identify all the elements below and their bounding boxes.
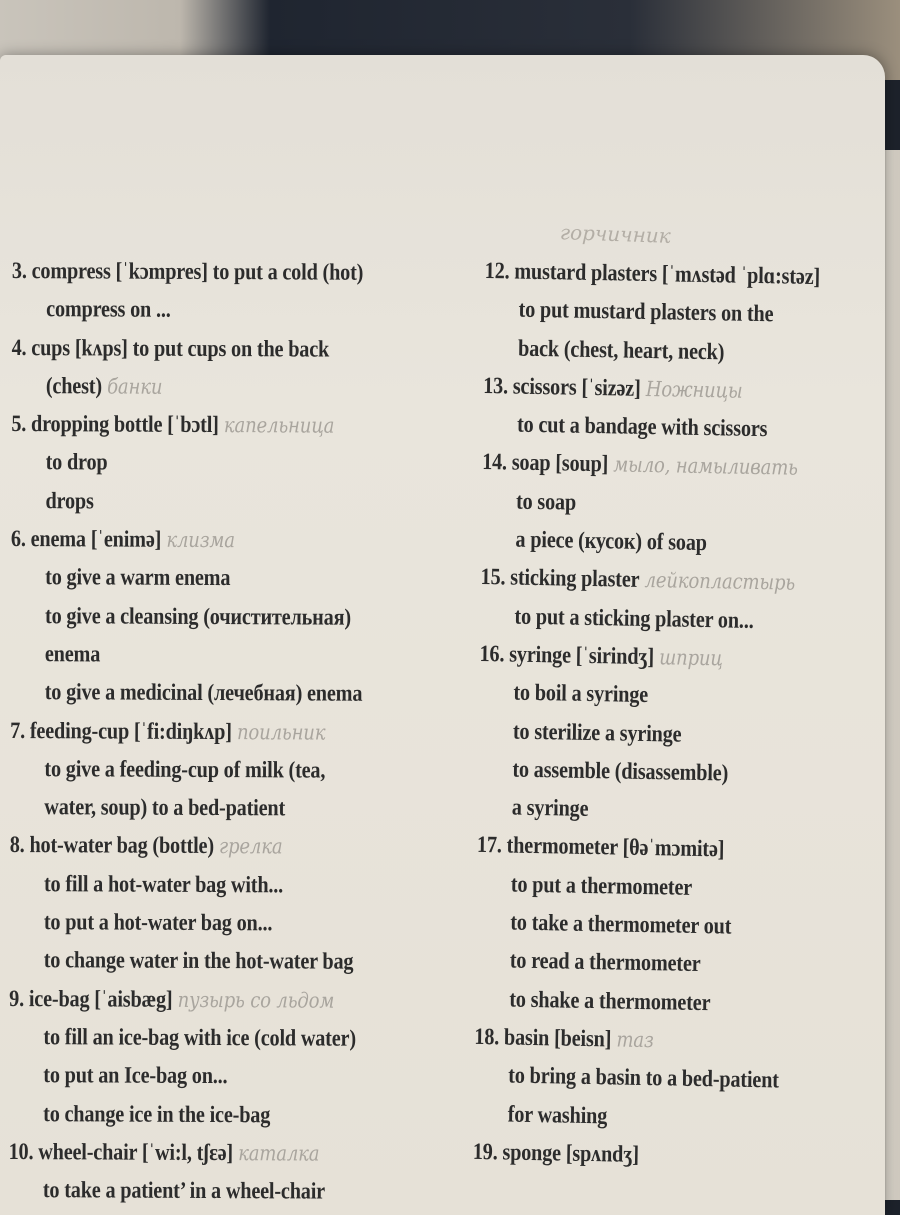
left-column-line [11, 367, 390, 407]
entry-text: to shake a thermometer [509, 986, 711, 1016]
left-column-line [10, 673, 389, 713]
entry-text: 16. syringe [ˈsirindʒ] [479, 640, 655, 671]
left-column [8, 252, 390, 1211]
left-column-line [9, 980, 388, 1020]
left-column-line [11, 482, 390, 522]
handwritten-note: каталка [238, 1140, 320, 1166]
entry-text: to boil a syringe [513, 679, 649, 709]
entry-text: to take a thermometer out [510, 909, 732, 940]
entry-text: for washing [507, 1101, 608, 1129]
entry-text: a syringe [511, 794, 589, 823]
entry-text: 3. compress [ˈkɔmpres] to put a cold (hot) [11, 257, 364, 286]
entry-text: to give a feeding-cup of milk (tea, [44, 756, 326, 784]
entry-text: 4. cups [kʌps] to put cups on the back [11, 334, 330, 363]
entry-text: to put a hot-water bag on... [43, 909, 273, 937]
left-column-line [9, 903, 388, 943]
handwritten-note: пузырь со льдом [177, 987, 335, 1013]
entry-text: 13. scissors [ˈsizəz] [483, 372, 641, 402]
left-column-line [8, 1171, 387, 1211]
entry-text: 15. sticking plaster [480, 564, 640, 594]
entry-text: to give a medicinal (лечебная) enema [44, 679, 363, 708]
left-column-line [12, 252, 391, 292]
left-column-line [10, 750, 389, 790]
entry-text: enema [44, 641, 101, 668]
left-column-line [12, 290, 391, 330]
entry-text: to take a patient’ in a wheel-chair [42, 1177, 326, 1205]
entry-text: to change ice in the ice-bag [43, 1100, 271, 1128]
handwritten-note: шприц [659, 645, 724, 671]
entry-text: drops [45, 487, 94, 515]
handwritten-note: грелка [219, 834, 283, 859]
entry-text: to bring a basin to a bed-patient [508, 1062, 779, 1094]
entry-text: to read a thermometer [509, 947, 701, 978]
left-column-line [9, 1056, 388, 1096]
entry-text: to put an Ice-bag on... [43, 1062, 228, 1090]
entry-text: water, soup) to a bed-patient [44, 794, 286, 822]
handwritten-note: таз [616, 1027, 654, 1053]
handwritten-note: поильник [236, 719, 326, 745]
left-column-line [9, 1018, 388, 1058]
left-column-line [9, 941, 388, 981]
entry-text: to put mustard plasters on the [518, 296, 774, 328]
left-column-line [10, 635, 389, 675]
handwritten-note: мыло, намыливать [613, 452, 798, 481]
right-column [473, 252, 864, 1178]
entry-text: 14. soap [soup] [481, 449, 609, 478]
left-column-line [9, 1095, 388, 1135]
entry-text: to fill an ice-bag with ice (cold water) [43, 1024, 356, 1052]
entry-text: to put a sticking plaster on... [514, 603, 754, 634]
entry-text: to soap [515, 488, 577, 516]
entry-text: back (chest, heart, neck) [517, 335, 725, 365]
entry-text: 9. ice-bag [ˈaisbæg] [9, 985, 173, 1013]
left-column-line [11, 558, 390, 598]
left-column-line [11, 597, 390, 637]
left-column-line [10, 788, 389, 828]
entry-text: 10. wheel-chair [ˈwi:l, tʃɛə] [8, 1138, 234, 1166]
left-column-line [9, 1133, 388, 1173]
entry-text: (chest) [45, 373, 102, 400]
entry-text: 7. feeding-cup [ˈfi:diŋkʌp] [10, 717, 232, 745]
left-column-line [11, 520, 390, 560]
entry-text: to cut a bandage with scissors [516, 411, 768, 443]
left-column-line [10, 712, 389, 752]
entry-text: to put a thermometer [510, 871, 693, 901]
entry-text: to sterilize a syringe [512, 718, 682, 748]
entry-text: to give a warm enema [45, 564, 231, 592]
handwritten-note: клизма [166, 527, 235, 553]
handwritten-note: лейкопластырь [644, 568, 796, 596]
left-column-line [11, 443, 390, 483]
left-column-line [10, 865, 389, 905]
entry-text: 6. enema [ˈenimə] [10, 526, 162, 553]
entry-text: to drop [45, 449, 108, 476]
handwritten-note: банки [107, 374, 163, 399]
entry-text: to fill a hot-water bag with... [43, 870, 284, 899]
entry-text: to change water in the hot-water bag [43, 947, 354, 976]
right-column-line [473, 1133, 852, 1178]
entry-text: 5. dropping bottle [ˈbɔtl] [11, 411, 219, 439]
handwritten-note: Ножницы [645, 376, 743, 403]
handwritten-note-top: горчичник [559, 220, 672, 248]
left-column-line [11, 405, 390, 445]
entry-text: 18. basin [beisn] [474, 1023, 612, 1053]
entry-text: 8. hot-water bag (bottle) [9, 832, 214, 860]
entry-text: a piece (кусок) of soap [515, 526, 707, 557]
entry-text: to assemble (disassemble) [512, 756, 729, 787]
left-column-line [10, 826, 389, 866]
entry-text: compress on ... [46, 296, 171, 324]
entry-text: 12. mustard plasters [ˈmʌstəd ˈplɑ:stəz] [484, 257, 821, 291]
left-column-line [12, 329, 391, 369]
entry-text: to give a cleansing (очистительная) [44, 602, 351, 631]
entry-text: 19. sponge [spʌndʒ] [472, 1138, 640, 1168]
entry-text: 17. thermometer [θəˈmɔmitə] [476, 832, 725, 863]
handwritten-note: капельница [223, 413, 335, 438]
